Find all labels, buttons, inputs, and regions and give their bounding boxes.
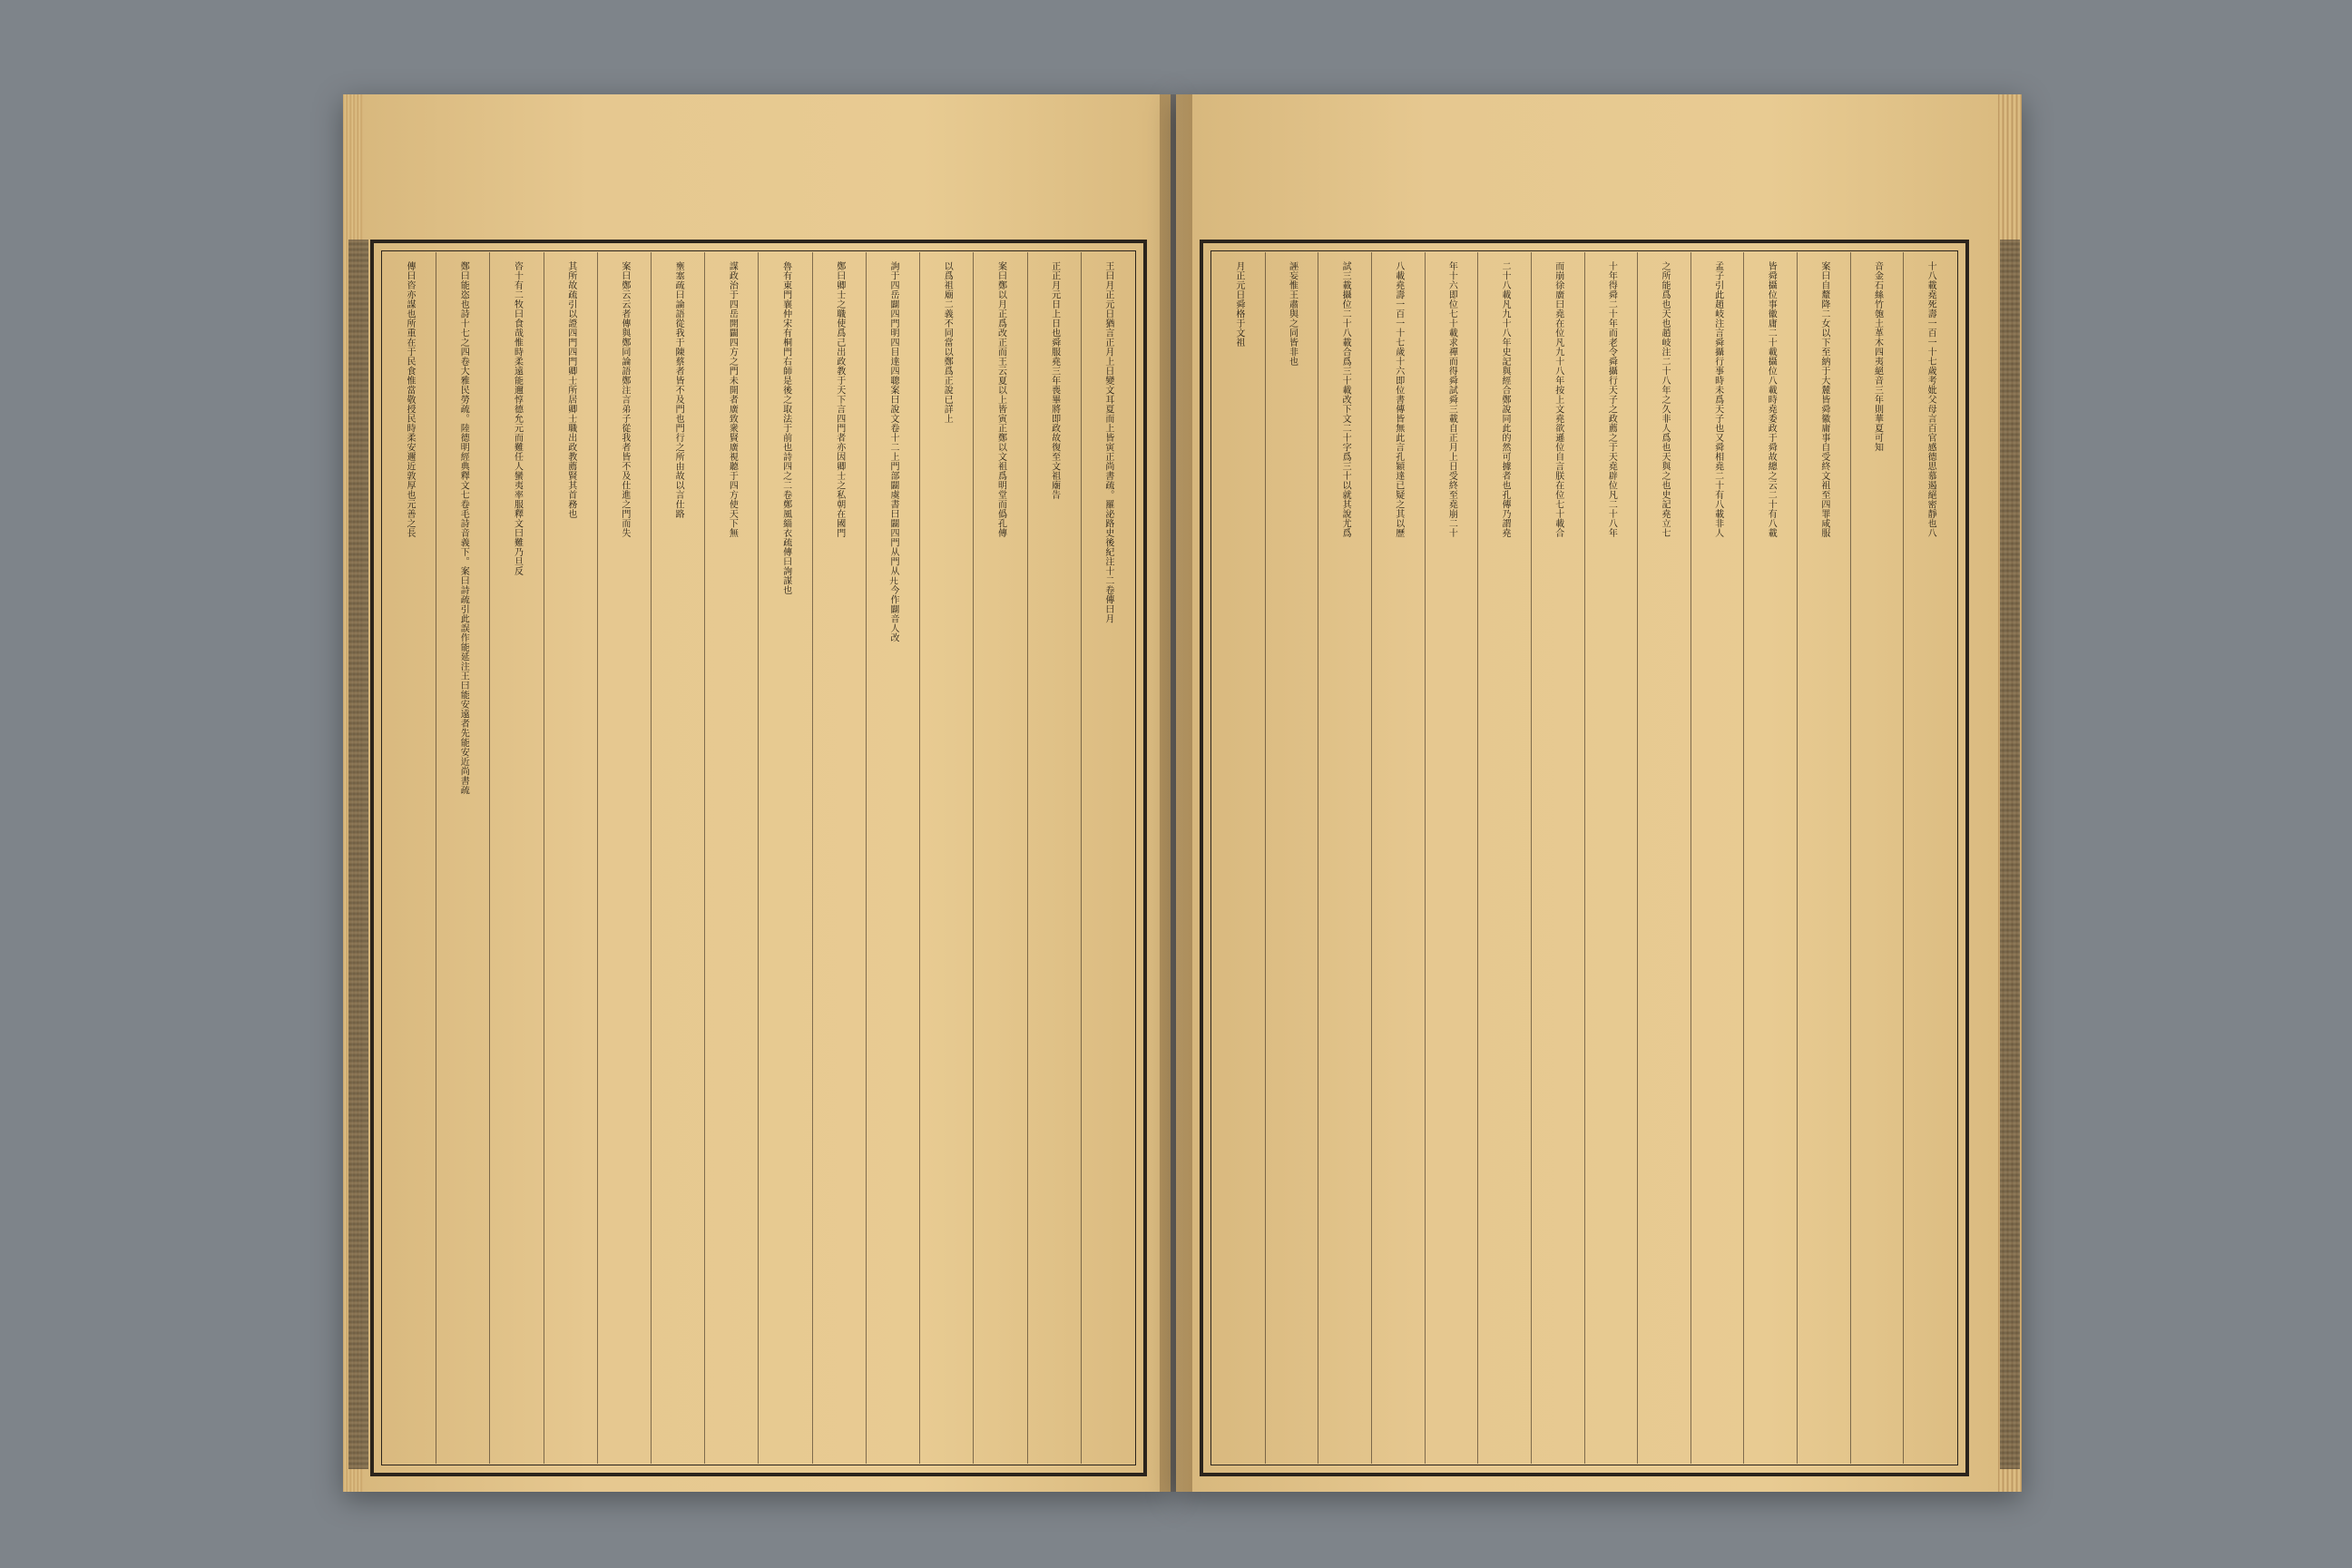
left-column	[704, 252, 758, 1464]
left-column-text: 魯有東門襄仲宋有桐門右師是後之取法于前也詩四之二卷鄭風緇衣疏傳曰詢謀也	[780, 261, 791, 595]
left-text-frame	[370, 240, 1147, 1476]
right-text-columns	[1212, 252, 1956, 1464]
right-column	[1797, 252, 1850, 1464]
left-column-text: 傳曰咨亦謀也所重在于民食惟當敬授民時柔安邇近敦厚也元善之長	[405, 261, 416, 538]
right-column	[1690, 252, 1744, 1464]
right-column	[1743, 252, 1797, 1464]
right-column	[1425, 252, 1478, 1464]
right-column	[1903, 252, 1956, 1464]
left-column-text: 咨十有二牧曰食哉惟時柔遠能邇惇德允元而難任人蠻夷率服釋文曰難乃旦反	[512, 261, 523, 576]
left-column-text: 案曰鄭以月正爲改正而王云夏以上皆寅正鄭以文祖爲明堂而僞孔傳	[995, 261, 1006, 538]
right-column-text: 之所能爲也天也趙岐注二十八年之久非人爲也天與之也史記堯立七	[1659, 261, 1670, 538]
left-column	[383, 252, 436, 1464]
book-gutter	[1160, 94, 1192, 1492]
left-column	[544, 252, 597, 1464]
left-column-text: 王曰月正元日猶言正月上日變文耳夏而上皆寅正尚書疏。羅泌路史後紀注十二卷傳曰月	[1102, 261, 1113, 623]
left-column	[973, 252, 1026, 1464]
left-column-text: 案曰鄭云云者傳與鄭同論語鄭注言弟子從我者皆不及仕進之門而失	[619, 261, 630, 538]
right-column-text: 試三載攝位二十八載合爲三十載改下文二十字爲三十以就其說尤爲	[1340, 261, 1351, 538]
left-column-text: 其所故疏引以證四門四門卿士所居卿士職出政教薦賢其首務也	[565, 261, 576, 519]
left-column	[436, 252, 489, 1464]
left-column-text: 以爲祖廟二義不同當以鄭爲正說已詳上	[942, 261, 953, 424]
left-column	[1081, 252, 1134, 1464]
left-column-text: 鄭曰能恣也詩十七之四卷大雅民勞疏。陸德明經典釋文七卷毛詩音義下。案曰詩疏引此誤作能延注王曰能安遠者先能安近尚書疏	[458, 261, 469, 795]
left-column-text: 詢于四岳闢四門明四目達四聰案曰說文卷十二上門部闢虞書曰闢四門从門从𢌬今作闢音人改	[888, 261, 899, 642]
right-column-text: 二十八載凡九十八年史記與經合鄭說同此的然可據者也孔傳乃謂堯	[1500, 261, 1511, 538]
left-column	[812, 252, 866, 1464]
left-column	[919, 252, 973, 1464]
right-column	[1371, 252, 1425, 1464]
left-text-columns	[383, 252, 1134, 1464]
right-column-text: 音金石絲竹匏土革木四夷絕音三年則華夏可知	[1872, 261, 1883, 452]
right-text-frame	[1200, 240, 1969, 1476]
left-fore-edge	[348, 240, 368, 1469]
right-column-text: 孟子引此趙岐注言舜攝行事時未爲天子也又舜相堯二十有八載非人	[1712, 261, 1723, 538]
right-fore-edge	[2000, 240, 2020, 1469]
left-column-text: 謀政治于四岳開闢四方之門未開者廣致衆賢廣視聽于四方使天下無	[727, 261, 738, 538]
right-column-text: 十年得舜二十年而老令舜攝行天子之政薦之于天堯辟位凡二十八年	[1606, 261, 1617, 538]
left-column	[651, 252, 704, 1464]
right-column-text: 案曰自釐降二女以下至納于大麓皆舜徽庸事自受終文祖至四罪咸服	[1818, 261, 1829, 538]
right-column	[1850, 252, 1904, 1464]
right-column	[1531, 252, 1584, 1464]
left-column	[758, 252, 811, 1464]
right-column	[1265, 252, 1318, 1464]
right-column-text: 十八載堯死壽一百一十七歲考妣父母言百官感德思慕遏絕密靜也八	[1926, 261, 1936, 538]
right-column	[1212, 252, 1265, 1464]
left-column	[1027, 252, 1081, 1464]
right-column	[1584, 252, 1638, 1464]
right-column-text: 八載堯壽一百一十七歲十六即位書傳皆無此言孔穎達已疑之其以歷	[1393, 261, 1404, 538]
right-column	[1318, 252, 1371, 1464]
left-column-text: 正正月元日上日也舜服堯三年喪畢將即政故復至文祖廟告	[1049, 261, 1060, 500]
left-column	[489, 252, 543, 1464]
left-column	[866, 252, 919, 1464]
right-column-text: 而崩徐廣曰堯在位凡九十八年按上文堯欲遜位自言朕在位七十載合	[1553, 261, 1563, 538]
left-column	[597, 252, 651, 1464]
left-column-text: 鄭曰卿士之職使爲己出政教于天下言四門者亦因卿士之私朝在國門	[834, 261, 845, 538]
right-column-text: 皆舜攝位事徽庸二十載攝位八載時堯委政于舜故總之云二十有八載	[1766, 261, 1777, 538]
right-column-text: 月正元日舜格于文祖	[1233, 261, 1244, 348]
right-column-text: 誣妄惟王肅與之同皆非也	[1287, 261, 1298, 367]
open-book	[343, 94, 2022, 1492]
right-column	[1637, 252, 1690, 1464]
left-column-text: 壅塞疏曰論語從我于陳蔡者皆不及門也門行之所由故以言仕路	[673, 261, 684, 519]
right-column-text: 年十六即位七十載求禪而得舜試舜三載自正月上日受終至堯崩二十	[1446, 261, 1457, 538]
right-column	[1477, 252, 1531, 1464]
